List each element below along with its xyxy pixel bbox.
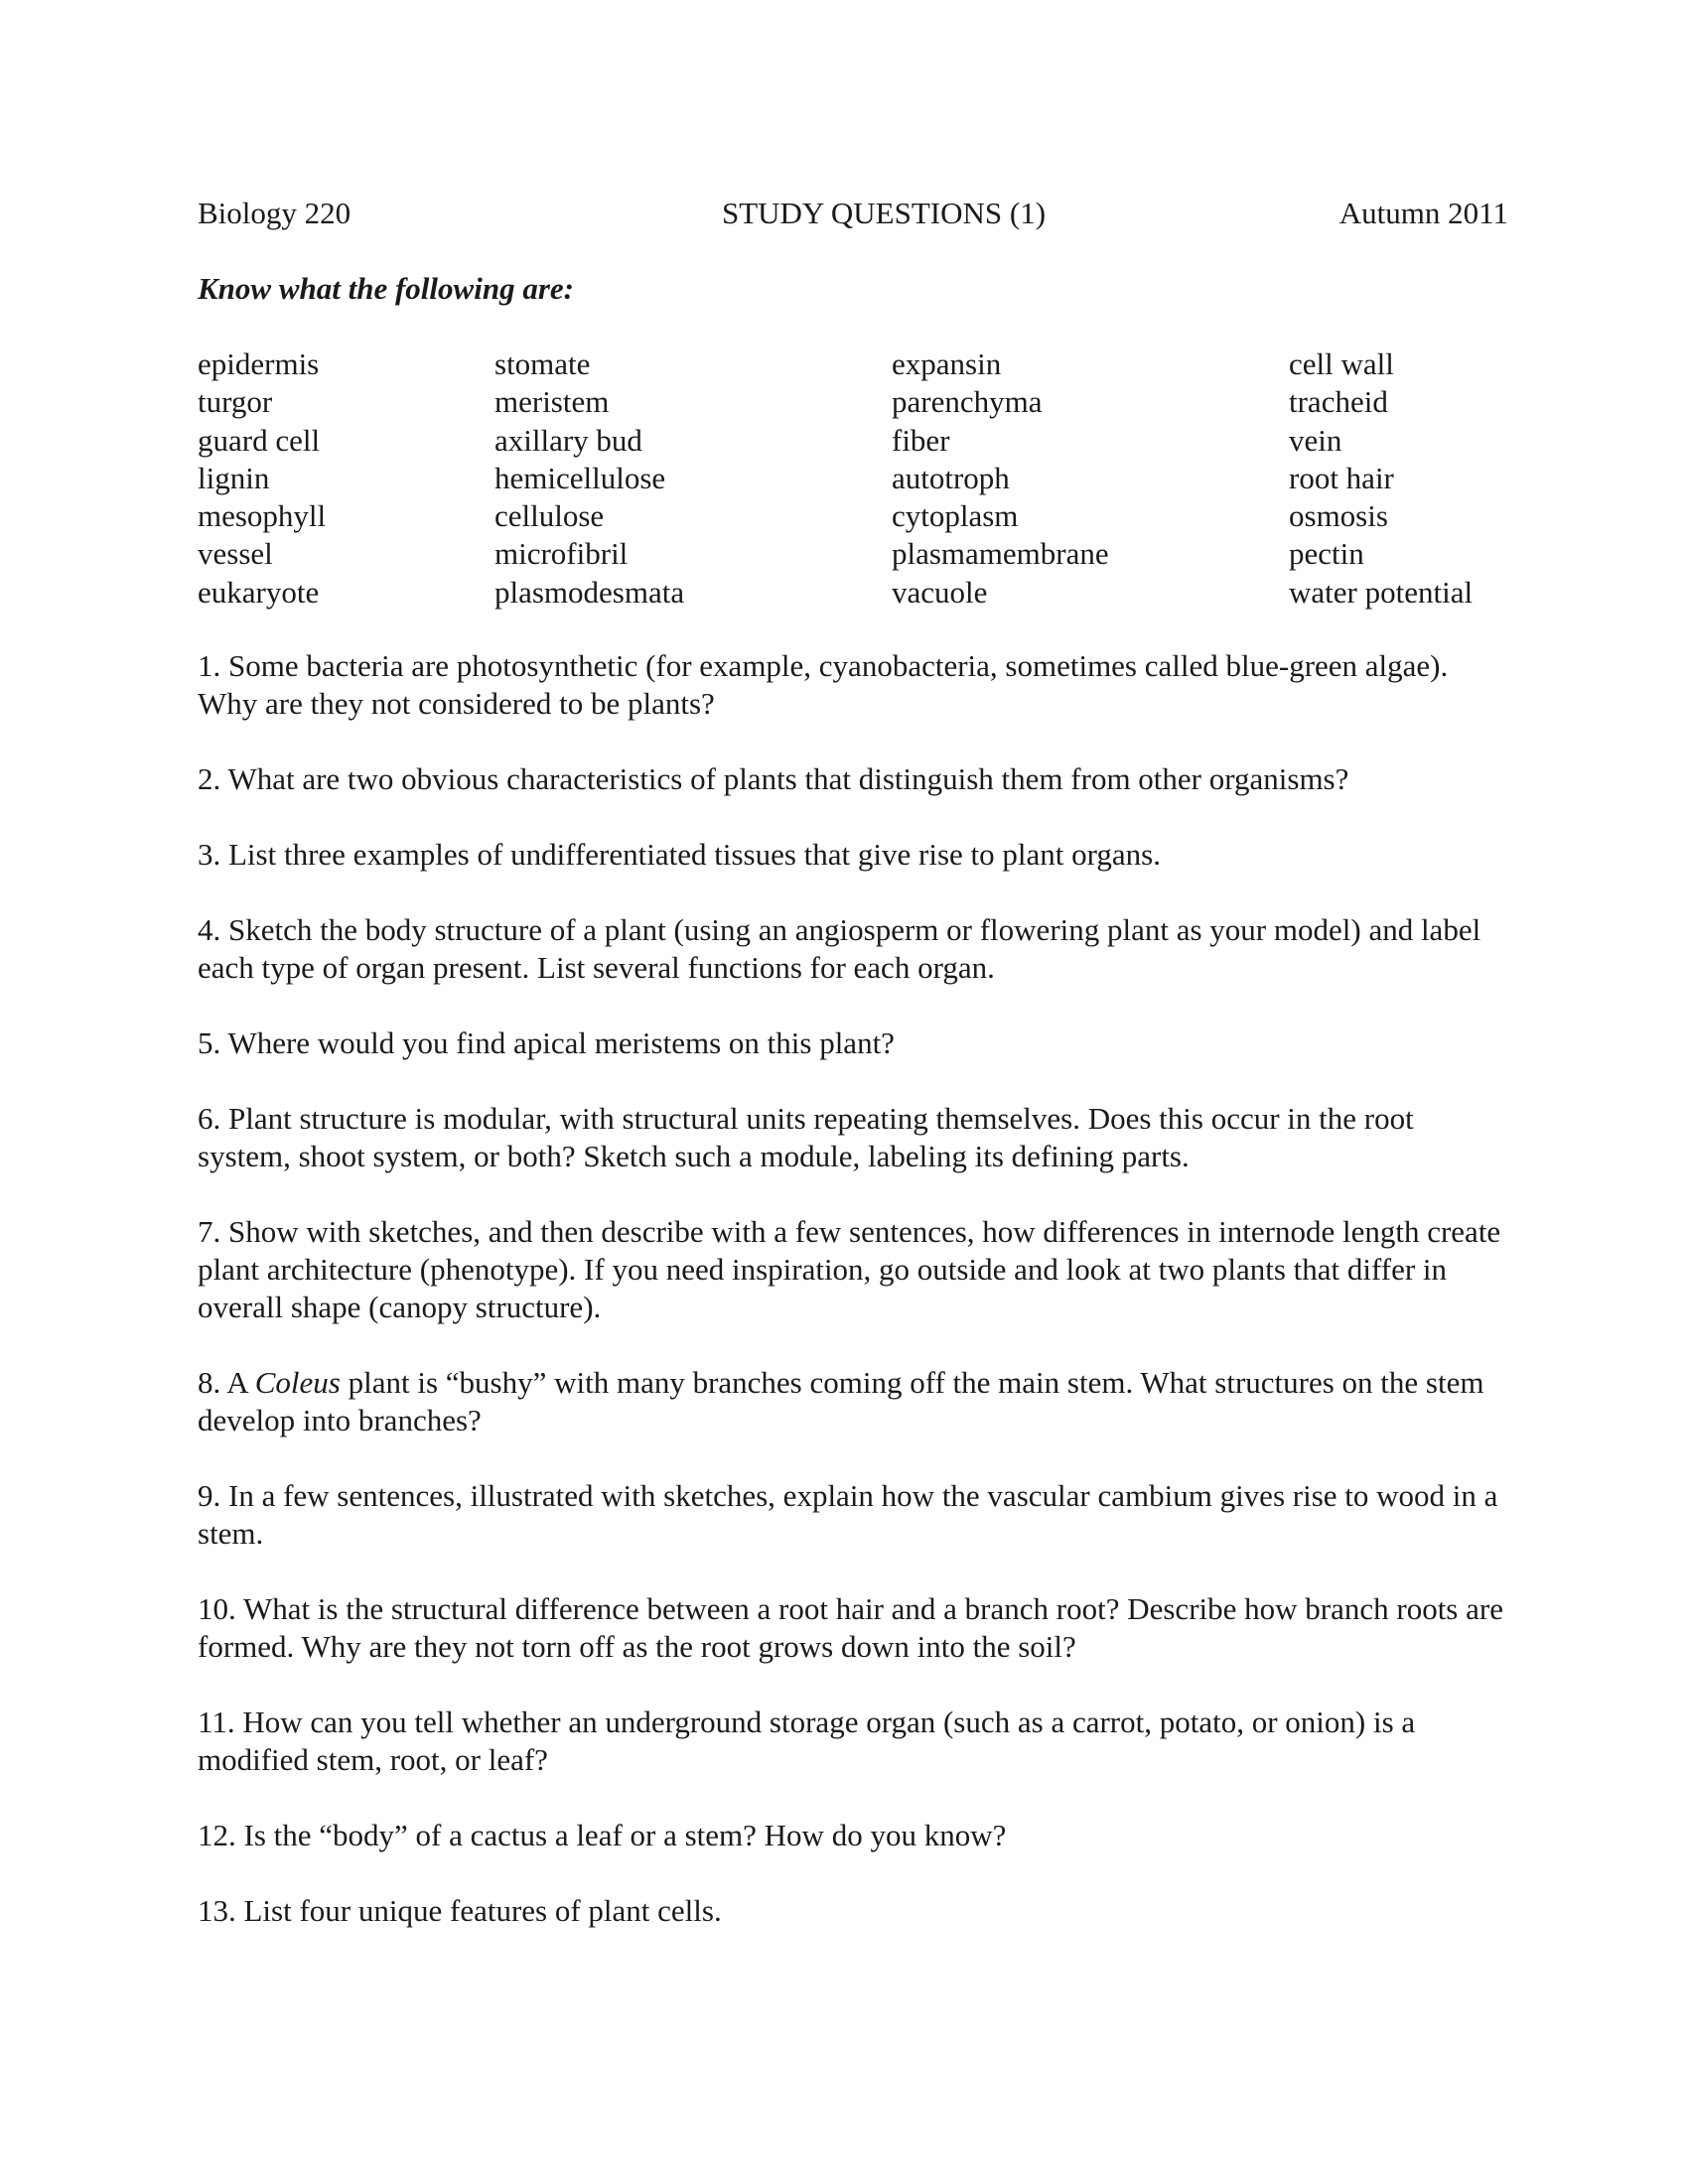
question-3: 3. List three examples of undifferentiated tissues that give rise to plant organs. (198, 837, 1161, 873)
question-2: 2. What are two obvious characteristics of plants that distinguish them from other organisms? (198, 761, 1349, 797)
term: epidermis (198, 346, 320, 381)
terms-column (494, 345, 892, 612)
term: vein (1289, 422, 1342, 458)
question-4: 4. Sketch the body structure of a plant (using an angiosperm or flowering plant as your model) and label each type of organ present. List several functions for each organ. (198, 912, 1481, 986)
document-title: STUDY QUESTIONS (1) (721, 196, 1047, 230)
term: plasmodesmata (494, 574, 685, 610)
term: autotroph (892, 460, 1010, 495)
term: hemicellulose (494, 460, 666, 495)
term: cellulose (494, 498, 605, 534)
question-11: 11. How can you tell whether an underground storage organ (such as a carrot, potato, or onion) is a modified stem, root, or leaf? (198, 1705, 1416, 1778)
terms-heading: Know what the following are: (198, 271, 574, 306)
term: microfibril (494, 536, 629, 572)
term: cell wall (1289, 346, 1394, 381)
course-name: Biology 220 (198, 196, 352, 230)
term: eukaryote (198, 574, 320, 610)
term: vacuole (892, 574, 988, 610)
question-1: 1. Some bacteria are photosynthetic (for example, cyanobacteria, sometimes called blue-green algae). Why are they not considered to be plants? (198, 648, 1449, 722)
term: cytoplasm (892, 498, 1019, 534)
document-header (198, 195, 1508, 242)
terms-grid (198, 345, 1508, 612)
question-8-prefix: 8. A (198, 1365, 255, 1401)
term: plasmamembrane (892, 536, 1109, 572)
term: water potential (1289, 574, 1474, 610)
question-10: 10. What is the structural difference between a root hair and a branch root? Describe how branch roots are formed. Why are they not torn off as the root grows down into the soil? (198, 1591, 1503, 1665)
questions-list (198, 647, 1508, 1930)
question-7: 7. Show with sketches, and then describe with a few sentences, how differences in internode length create plant architecture (phenotype). If you need inspiration, go outside and look at two plants that differ in overall shape (canopy structure). (198, 1214, 1501, 1325)
term: root hair (1289, 460, 1394, 495)
term: parenchyma (892, 384, 1043, 420)
term: mesophyll (198, 498, 327, 534)
term: axillary bud (494, 422, 642, 458)
terms-column (892, 345, 1289, 612)
question-9: 9. In a few sentences, illustrated with sketches, explain how the vascular cambium gives rise to wood in a stem. (198, 1478, 1498, 1552)
term-label: Autumn 2011 (1338, 196, 1508, 230)
term: meristem (494, 384, 610, 420)
term: guard cell (198, 422, 321, 458)
term: tracheid (1289, 384, 1388, 420)
question-8 (198, 1364, 1508, 1439)
term: fiber (892, 422, 950, 458)
terms-column (1289, 345, 1508, 612)
term: pectin (1289, 536, 1364, 572)
question-8-suffix: plant is “bushy” with many branches coming off the main stem. What structures on the stem develop into branches? (198, 1365, 1484, 1438)
question-6: 6. Plant structure is modular, with structural units repeating themselves. Does this occur in the root system, shoot system, or both? Sketch such a module, labeling its defining parts. (198, 1101, 1414, 1174)
question-5: 5. Where would you find apical meristems on this plant? (198, 1025, 895, 1061)
question-8-italic-term: Coleus (254, 1365, 341, 1401)
term: lignin (198, 460, 270, 495)
terms-column (198, 345, 494, 612)
term: turgor (198, 384, 273, 420)
term: vessel (198, 536, 273, 572)
question-13: 13. List four unique features of plant cells. (198, 1893, 722, 1929)
term: osmosis (1289, 498, 1388, 534)
term: stomate (494, 346, 591, 381)
document-page (198, 195, 1508, 1968)
term: expansin (892, 346, 1002, 381)
question-12: 12. Is the “body” of a cactus a leaf or a stem? How do you know? (198, 1818, 1007, 1853)
